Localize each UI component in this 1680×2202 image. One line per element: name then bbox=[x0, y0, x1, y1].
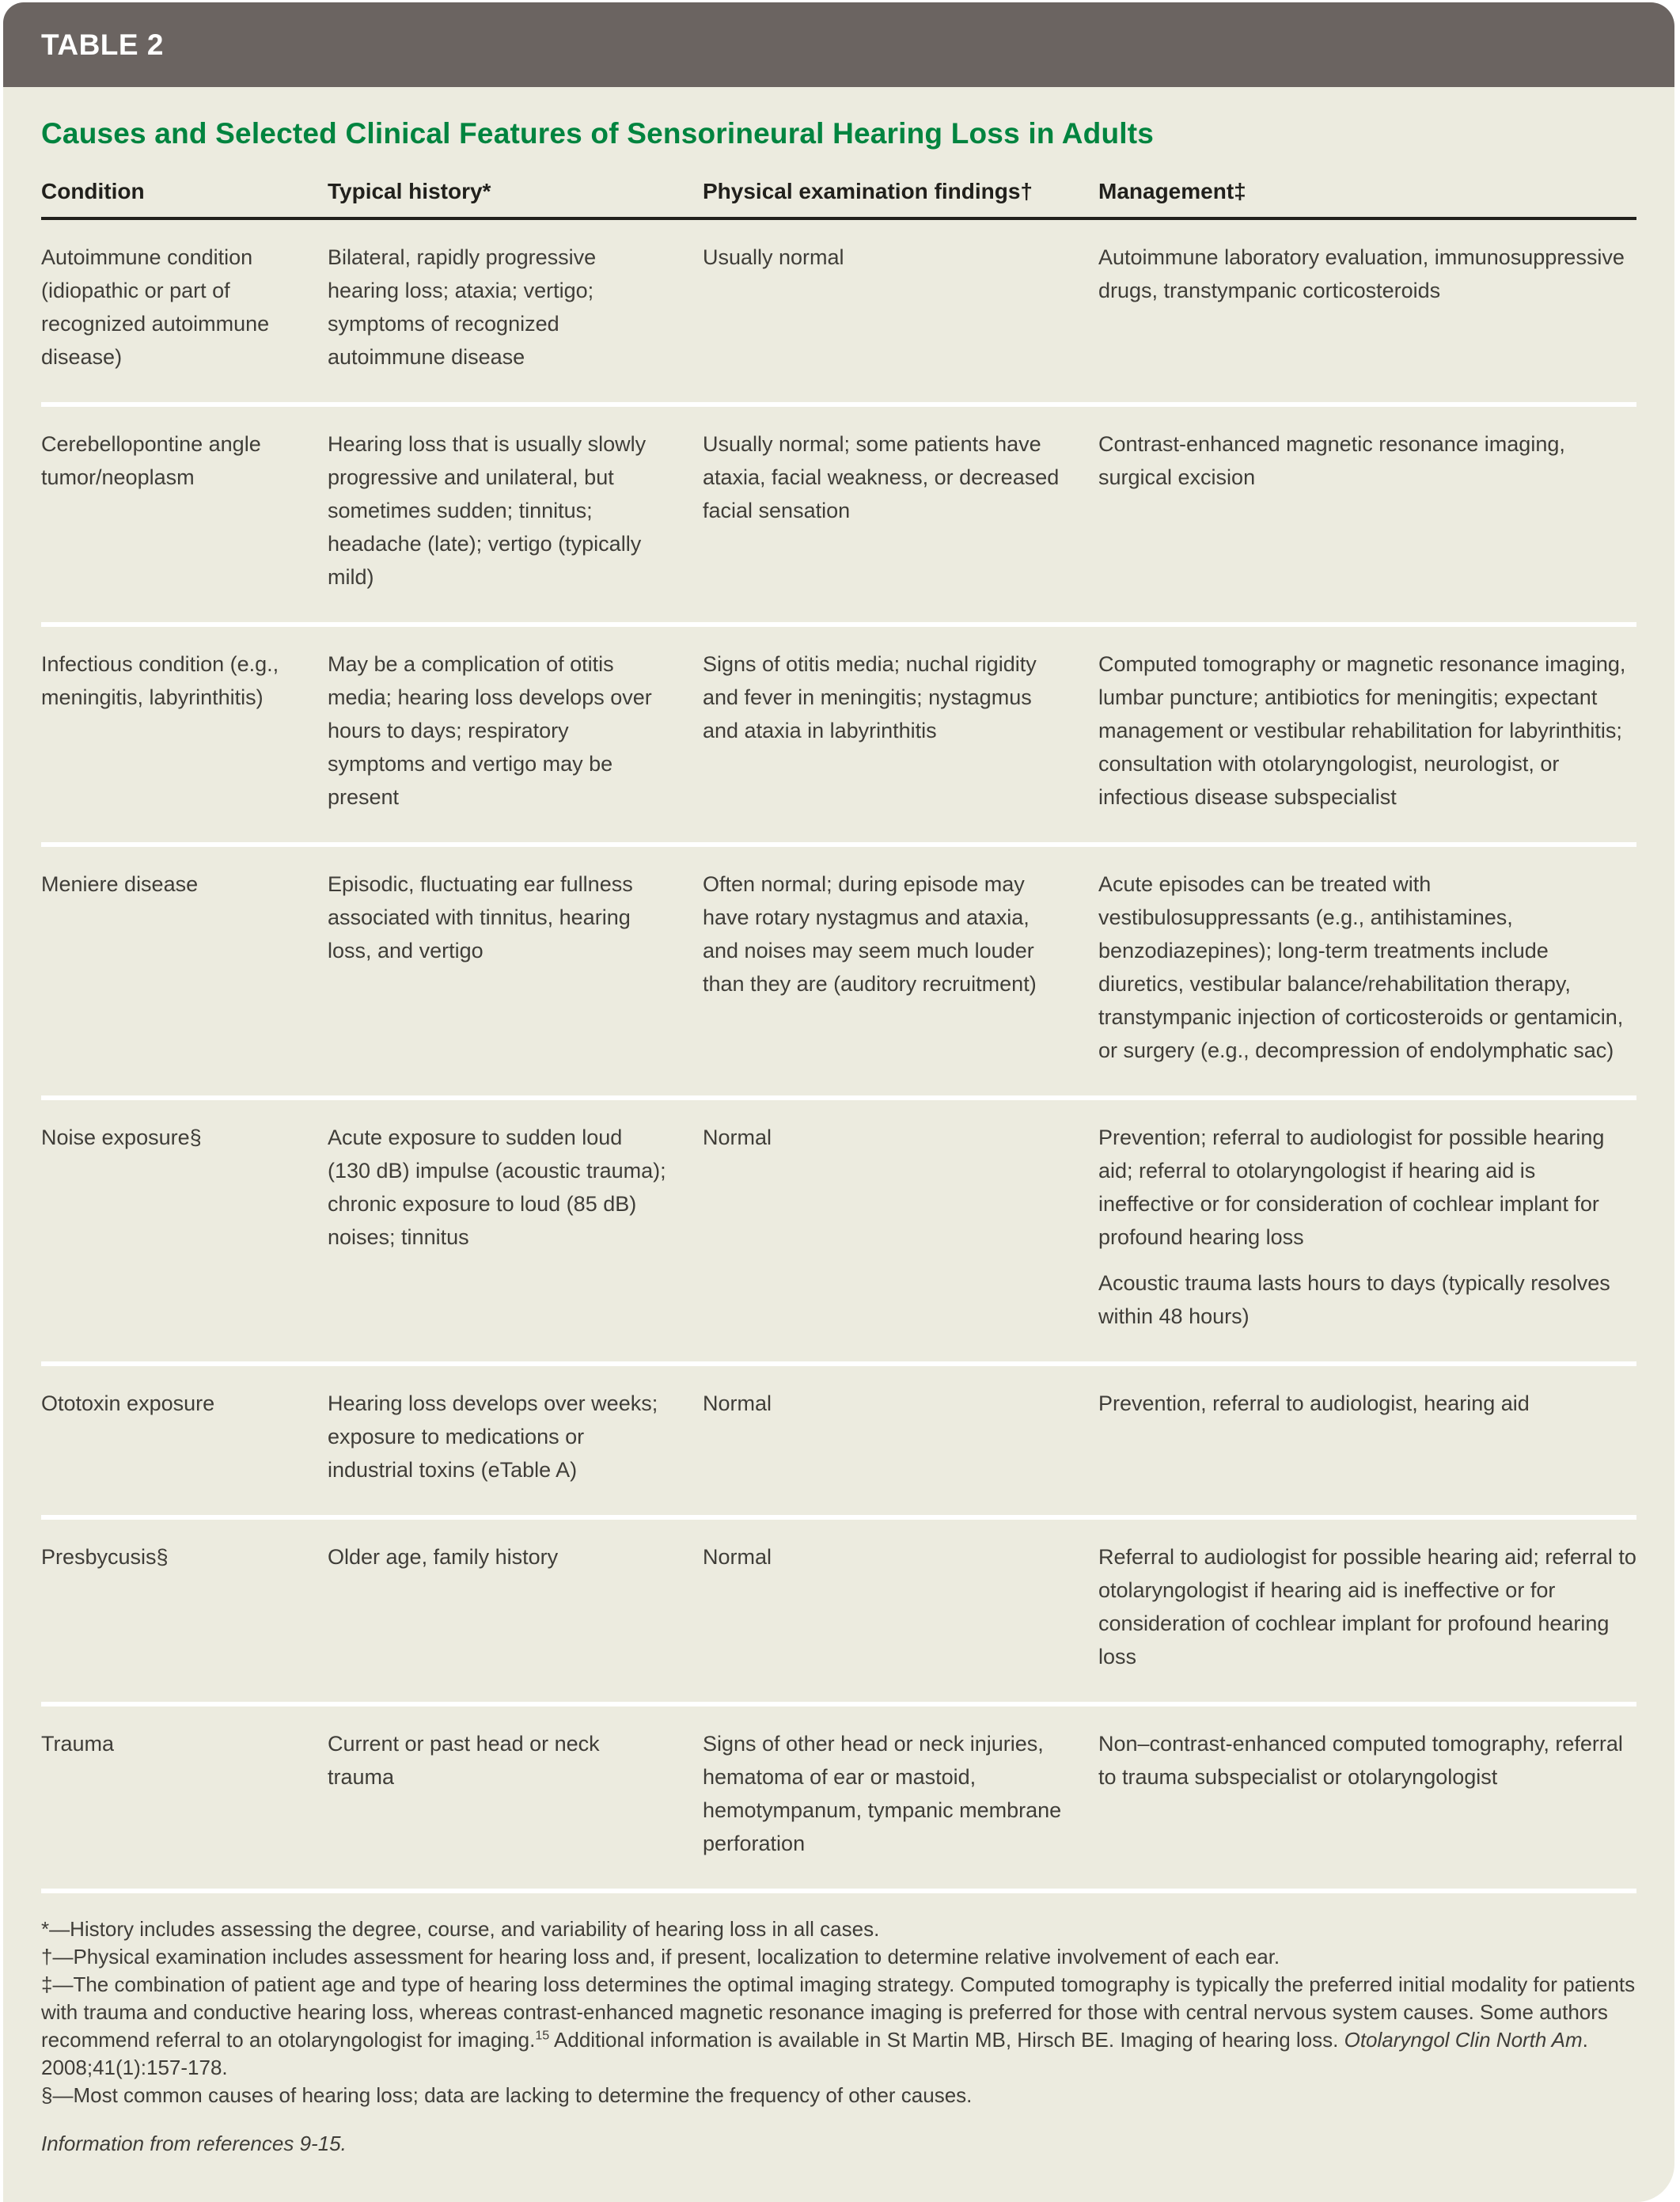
table-row bbox=[41, 1098, 1636, 1364]
table-label: TABLE 2 bbox=[41, 28, 164, 61]
cell-management: Acute episodes can be treated with vestibulosuppressants (e.g., antihistamines, benzodiazepines); long-term treatments include diuretics, vestibular balance/rehabilitation therapy, transtympanic injection of corticosteroids or gentamicin, or surgery (e.g., decompression of endolymphatic sac) bbox=[1098, 845, 1636, 1098]
footnote-double-dagger-text-2: Additional information is available in St Martin MB, Hirsch BE. Imaging of hearing loss. bbox=[549, 2028, 1344, 2052]
cell-exam: Signs of other head or neck injuries, hematoma of ear or mastoid, hemotympanum, tympanic membrane perforation bbox=[703, 1704, 1098, 1889]
cell-exam: Usually normal bbox=[703, 245, 844, 269]
cell-management: Autoimmune laboratory evaluation, immunosuppressive drugs, transtympanic corticosteroids bbox=[1098, 245, 1625, 302]
cell-history: Bilateral, rapidly progressive hearing loss; ataxia; vertigo; symptoms of recognized autoimmune disease bbox=[328, 245, 597, 369]
column-header-condition: Condition bbox=[41, 179, 328, 218]
cell-exam: Normal bbox=[703, 1517, 1098, 1704]
table-body-area bbox=[3, 87, 1674, 2202]
clinical-features-table bbox=[41, 179, 1636, 1889]
management-paragraph-2: Acoustic trauma lasts hours to days (typically resolves within 48 hours) bbox=[1098, 1271, 1610, 1328]
footnote-star: *—History includes assessing the degree, course, and variability of hearing loss in all cases. bbox=[41, 1917, 880, 1941]
cell-management: Computed tomography or magnetic resonance imaging, lumbar puncture; antibiotics for meningitis; expectant management or vestibular rehabilitation for labyrinthitis; consultation with otolaryngologist, neurologist, or infectious disease subspecialist bbox=[1098, 625, 1636, 845]
cell-history: Hearing loss that is usually slowly progressive and unilateral, but sometimes sudden; tinnitus; headache (late); vertigo (typically mild) bbox=[328, 404, 703, 625]
cell-exam: Signs of otitis media; nuchal rigidity and fever in meningitis; nystagmus and ataxia in labyrinthitis bbox=[703, 625, 1098, 845]
table-row bbox=[41, 404, 1636, 625]
source-line: Information from references 9-15. bbox=[41, 2132, 347, 2155]
cell-condition: Meniere disease bbox=[41, 845, 328, 1098]
cell-management: Referral to audiologist for possible hearing aid; referral to otolaryngologist if hearing aid is ineffective or for consideration of cochlear implant for profound hearing loss bbox=[1098, 1517, 1636, 1704]
cell-history: Current or past head or neck trauma bbox=[328, 1704, 703, 1889]
footnote-dagger: †—Physical examination includes assessment for hearing loss and, if present, localization to determine relative involvement of each ear. bbox=[41, 1945, 1280, 1969]
footnote-section: §—Most common causes of hearing loss; data are lacking to determine the frequency of other causes. bbox=[41, 2083, 973, 2107]
cell-history: May be a complication of otitis media; hearing loss develops over hours to days; respiratory symptoms and vertigo may be present bbox=[328, 625, 703, 845]
cell-condition: Infectious condition (e.g., meningitis, labyrinthitis) bbox=[41, 625, 328, 845]
cell-condition: Presbycusis§ bbox=[41, 1517, 328, 1704]
cell-history: Acute exposure to sudden loud (130 dB) impulse (acoustic trauma); chronic exposure to loud (85 dB) noises; tinnitus bbox=[328, 1098, 703, 1364]
cell-history: Older age, family history bbox=[328, 1517, 703, 1704]
cell-history: Hearing loss develops over weeks; exposure to medications or industrial toxins (eTable A) bbox=[328, 1364, 703, 1517]
cell-exam: Usually normal; some patients have ataxia, facial weakness, or decreased facial sensation bbox=[703, 404, 1098, 625]
cell-management: Prevention, referral to audiologist, hearing aid bbox=[1098, 1364, 1636, 1517]
cell-condition: Ototoxin exposure bbox=[41, 1364, 328, 1517]
table-row bbox=[41, 1704, 1636, 1889]
cell-condition: Noise exposure§ bbox=[41, 1098, 328, 1364]
column-header-typical-history: Typical history* bbox=[328, 179, 703, 218]
table-row bbox=[41, 625, 1636, 845]
cell-exam: Normal bbox=[703, 1364, 1098, 1517]
journal-name: Otolaryngol Clin North Am bbox=[1344, 2028, 1583, 2052]
cell-management bbox=[1098, 1098, 1636, 1364]
footnotes-block bbox=[41, 1889, 1636, 2158]
table-title: Causes and Selected Clinical Features of Sensorineural Hearing Loss in Adults bbox=[41, 117, 1155, 150]
cell-history: Episodic, fluctuating ear fullness associated with tinnitus, hearing loss, and vertigo bbox=[328, 845, 703, 1098]
footnote-double-dagger-text: ‡—The combination of patient age and type of hearing loss determines the optimal imaging strategy. Computed tomography is typically the preferred initial modality for patients with trauma and conductive hearing loss, whereas contrast-enhanced magnetic resonance imaging is preferred for those with central nervous system causes. Some authors recommend referral to an otolaryngologist for imaging. bbox=[41, 1972, 1636, 2052]
cell-management: Contrast-enhanced magnetic resonance imaging, surgical excision bbox=[1098, 404, 1636, 625]
footnote-double-dagger bbox=[41, 1971, 1636, 2082]
table2-container bbox=[3, 2, 1674, 2202]
table-header-bar bbox=[3, 2, 1674, 87]
table-row bbox=[41, 1517, 1636, 1704]
table-row bbox=[41, 218, 1636, 404]
cell-condition: Trauma bbox=[41, 1704, 328, 1889]
footnote-double-dagger-text-3: . 2008;41(1):157-178. bbox=[41, 2028, 1588, 2079]
management-paragraph: Prevention; referral to audiologist for possible hearing aid; referral to otolaryngologist if hearing aid is ineffective or for consideration of cochlear implant for profound hearing loss bbox=[1098, 1126, 1605, 1249]
cell-condition: Autoimmune condition (idiopathic or part of recognized autoimmune disease) bbox=[41, 245, 270, 369]
cell-management: Non–contrast-enhanced computed tomography, referral to trauma subspecialist or otolaryngologist bbox=[1098, 1704, 1636, 1889]
table-row bbox=[41, 845, 1636, 1098]
cell-exam: Normal bbox=[703, 1098, 1098, 1364]
cell-exam: Often normal; during episode may have rotary nystagmus and ataxia, and noises may seem much louder than they are (auditory recruitment) bbox=[703, 845, 1098, 1098]
cell-condition: Cerebellopontine angle tumor/neoplasm bbox=[41, 404, 328, 625]
column-header-row bbox=[41, 179, 1636, 218]
reference-superscript: 15 bbox=[535, 2028, 550, 2043]
column-header-management: Management‡ bbox=[1098, 179, 1636, 218]
table-row bbox=[41, 1364, 1636, 1517]
column-header-physical-exam: Physical examination findings† bbox=[703, 179, 1098, 218]
